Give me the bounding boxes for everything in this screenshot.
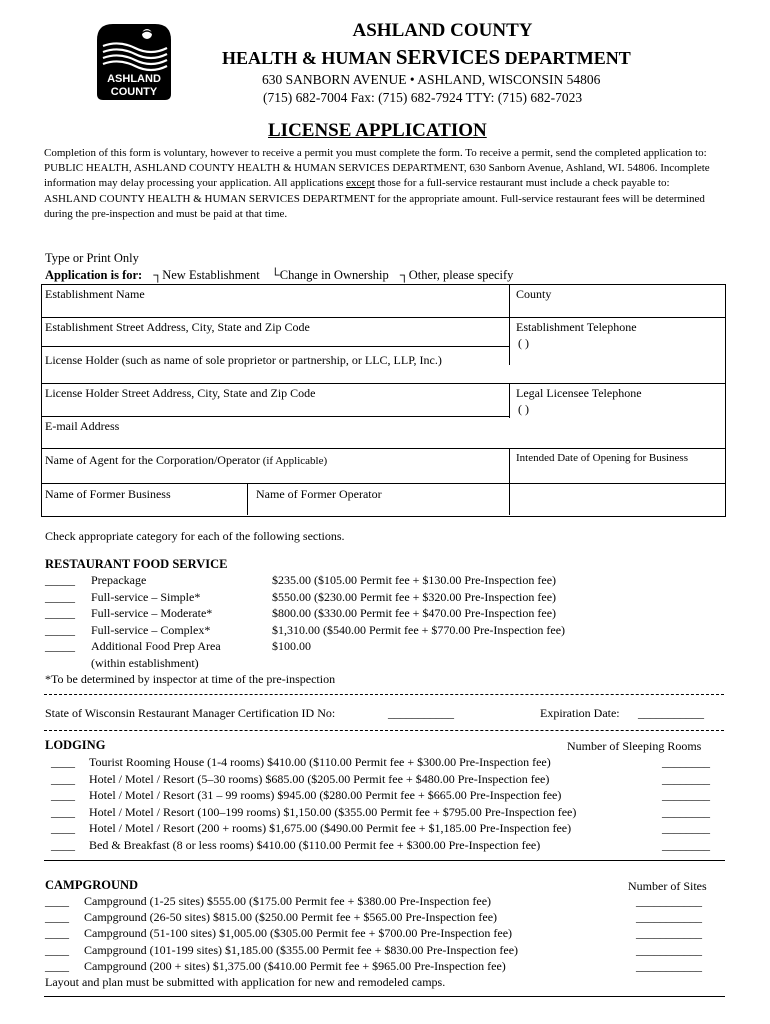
campground-count-heading: Number of Sites	[628, 879, 707, 893]
campground-site-count-blank[interactable]: ___________	[636, 958, 702, 973]
establishment-phone-paren: ( )	[518, 336, 529, 350]
legal-phone-paren: ( )	[518, 402, 529, 416]
lodging-item-text: Bed & Breakfast (8 or less rooms) $410.00 ($110.00 Permit fee + $300.00 Pre-Inspection fee)	[89, 837, 541, 852]
restaurant-footnote: *To be determined by inspector at time of the pre-inspection	[45, 672, 336, 686]
intro-part2: those for a full-service restaurant must include a check payable to: ASHLAND COUNTY HEALTH & HUMAN SERVICES DEPARTMENT for the appropriate amount. Full-service restaurant fees will be determined during the pre-inspection and must be paid at that time.	[44, 177, 705, 220]
expiration-blank[interactable]: ___________	[638, 706, 704, 720]
restaurant-item-fee: $100.00	[272, 639, 311, 653]
lodging-item-blank[interactable]: ____	[51, 821, 75, 835]
opening-date-field[interactable]: Intended Date of Opening for Business	[516, 452, 688, 464]
former-operator-field[interactable]: Name of Former Operator	[256, 487, 382, 501]
agent-label: Name of Agent for the Corporation/Operator	[45, 453, 260, 467]
lodging-item-blank[interactable]: ____	[51, 788, 75, 802]
certification-label: State of Wisconsin Restaurant Manager Certification ID No:	[45, 706, 336, 720]
application-for-label: Application is for:	[45, 268, 143, 282]
lodging-room-count-blank[interactable]: ________	[662, 804, 710, 819]
county-field[interactable]: County	[516, 287, 552, 301]
org-dept-post: DEPARTMENT	[500, 48, 631, 68]
expiration-label: Expiration Date:	[540, 706, 620, 720]
campground-site-count-blank[interactable]: ___________	[636, 926, 702, 941]
email-field[interactable]: E-mail Address	[45, 419, 120, 433]
lodging-item-text: Tourist Rooming House (1-4 rooms) $410.00 ($110.00 Permit fee + $300.00 Pre-Inspection fee)	[89, 755, 551, 769]
establishment-phone-field[interactable]: Establishment Telephone	[516, 320, 637, 334]
restaurant-item-blank[interactable]: _____	[45, 639, 75, 653]
campground-item-text: Campground (200 + sites) $1,375.00 ($410.00 Permit fee + $965.00 Pre-Inspection fee)	[84, 958, 506, 973]
restaurant-item-blank[interactable]: _____	[45, 573, 75, 587]
restaurant-item-label: Additional Food Prep Area	[91, 639, 221, 653]
legal-phone-field[interactable]: Legal Licensee Telephone	[516, 386, 642, 400]
restaurant-item-blank[interactable]: _____	[45, 622, 75, 637]
campground-item-text: Campground (51-100 sites) $1,005.00 ($305.00 Permit fee + $700.00 Pre-Inspection fee)	[84, 926, 513, 941]
campground-item-blank[interactable]: ____	[45, 958, 69, 973]
lodging-item-blank[interactable]: ____	[51, 804, 75, 819]
restaurant-item-fee: $235.00 ($105.00 Permit fee + $130.00 Pre-Inspection fee)	[272, 573, 557, 587]
option-change-ownership: Change in Ownership	[279, 268, 389, 282]
campground-site-count-blank[interactable]: ___________	[636, 894, 702, 908]
restaurant-within: (within establishment)	[91, 656, 199, 670]
intro-text	[44, 146, 724, 222]
org-dept-big: SERVICES	[395, 45, 501, 69]
former-business-field[interactable]: Name of Former Business	[45, 487, 171, 501]
license-holder-field[interactable]: License Holder (such as name of sole proprietor or partnership, or LLC, LLP, Inc.)	[45, 353, 442, 367]
org-dept-pre: HEALTH & HUMAN	[222, 48, 396, 68]
restaurant-item-blank[interactable]: _____	[45, 589, 75, 604]
lodging-item-text: Hotel / Motel / Resort (5–30 rooms) $685.00 ($205.00 Permit fee + $480.00 Pre-Inspection fee)	[89, 771, 550, 786]
restaurant-heading: RESTAURANT FOOD SERVICE	[45, 557, 228, 571]
lodging-room-count-blank[interactable]: ________	[662, 821, 710, 835]
option-other: Other, please specify	[408, 268, 514, 282]
restaurant-item-blank[interactable]: _____	[45, 606, 75, 620]
certification-blank[interactable]: ___________	[388, 706, 454, 720]
restaurant-item-label: Full-service – Moderate*	[91, 606, 213, 620]
lodging-room-count-blank[interactable]: ________	[662, 788, 710, 802]
campground-site-count-blank[interactable]: ___________	[636, 910, 702, 925]
org-phones: (715) 682-7004 Fax: (715) 682-7924 TTY: (715) 682-7023	[263, 90, 583, 105]
org-address: 630 SANBORN AVENUE • ASHLAND, WISCONSIN 54806	[262, 72, 601, 87]
form-title: LICENSE APPLICATION	[268, 120, 487, 141]
restaurant-item-label: Prepackage	[91, 573, 147, 587]
campground-note: Layout and plan must be submitted with application for new and remodeled camps.	[45, 975, 446, 989]
org-name: ASHLAND COUNTY	[352, 20, 533, 41]
campground-item-blank[interactable]: ____	[45, 926, 69, 941]
lodging-room-count-blank[interactable]: ________	[662, 771, 710, 786]
agent-field[interactable]	[45, 453, 327, 468]
lodging-room-count-blank[interactable]: ________	[662, 755, 710, 769]
lodging-item-blank[interactable]: ____	[51, 755, 75, 769]
campground-heading: CAMPGROUND	[45, 878, 139, 892]
checkbox-new-establishment[interactable]: ┐	[153, 268, 163, 282]
checkbox-other[interactable]: ┐	[399, 268, 409, 282]
campground-item-blank[interactable]: ____	[45, 894, 69, 908]
agent-note: (if Applicable)	[259, 455, 328, 467]
lodging-count-heading: Number of Sleeping Rooms	[567, 739, 702, 753]
lodging-item-text: Hotel / Motel / Resort (200 + rooms) $1,675.00 ($490.00 Permit fee + $1,185.00 Pre-Inspection fee)	[89, 821, 572, 835]
restaurant-item-fee: $550.00 ($230.00 Permit fee + $320.00 Pre-Inspection fee)	[272, 589, 557, 604]
lodging-item-text: Hotel / Motel / Resort (31 – 99 rooms) $945.00 ($280.00 Permit fee + $665.00 Pre-Inspection fee)	[89, 788, 562, 802]
restaurant-item-fee: $1,310.00 ($540.00 Permit fee + $770.00 Pre-Inspection fee)	[272, 622, 566, 637]
check-category-note: Check appropriate category for each of the following sections.	[45, 529, 345, 543]
lodging-item-blank[interactable]: ____	[51, 771, 75, 786]
restaurant-item-label: Full-service – Complex*	[91, 622, 211, 637]
logo-line2: COUNTY	[110, 86, 158, 98]
intro-except: except	[346, 177, 375, 190]
campground-item-text: Campground (26-50 sites) $815.00 ($250.00 Permit fee + $565.00 Pre-Inspection fee)	[84, 910, 498, 925]
campground-item-blank[interactable]: ____	[45, 910, 69, 925]
campground-item-text: Campground (1-25 sites) $555.00 ($175.00 Permit fee + $380.00 Pre-Inspection fee)	[84, 894, 492, 908]
campground-item-text: Campground (101-199 sites) $1,185.00 ($355.00 Permit fee + $830.00 Pre-Inspection fee)	[84, 942, 519, 957]
campground-item-blank[interactable]: ____	[45, 942, 69, 957]
holder-address-field[interactable]: License Holder Street Address, City, State and Zip Code	[45, 386, 316, 400]
street-address-field[interactable]: Establishment Street Address, City, State and Zip Code	[45, 320, 310, 334]
checkbox-change-ownership[interactable]: └	[270, 268, 280, 282]
application-for	[45, 268, 513, 283]
restaurant-item-label: Full-service – Simple*	[91, 589, 201, 604]
restaurant-item-fee: $800.00 ($330.00 Permit fee + $470.00 Pre-Inspection fee)	[272, 606, 557, 620]
campground-site-count-blank[interactable]: ___________	[636, 942, 702, 957]
lodging-heading: LODGING	[45, 738, 106, 752]
logo-line1: ASHLAND	[107, 73, 161, 85]
lodging-item-text: Hotel / Motel / Resort (100–199 rooms) $1,150.00 ($355.00 Permit fee + $795.00 Pre-Inspection fee)	[89, 804, 577, 819]
option-new-establishment: New Establishment	[162, 268, 260, 282]
type-print-note: Type or Print Only	[45, 251, 139, 265]
establishment-name-field[interactable]: Establishment Name	[45, 287, 145, 301]
intro-part1: Completion of this form is voluntary, however to receive a permit you must complete the form. To receive a permit, send the completed application to: PUBLIC HEALTH, ASHLAND COUNTY HEALTH & HUMAN SERVICES DEPARTMENT, 630 Sanborn Avenue, Ashland, WI. 54806. Incomplete information may delay processing your application. All applications	[44, 147, 710, 190]
org-department	[222, 45, 631, 70]
lodging-item-blank[interactable]: ____	[51, 837, 75, 852]
lodging-room-count-blank[interactable]: ________	[662, 837, 710, 852]
